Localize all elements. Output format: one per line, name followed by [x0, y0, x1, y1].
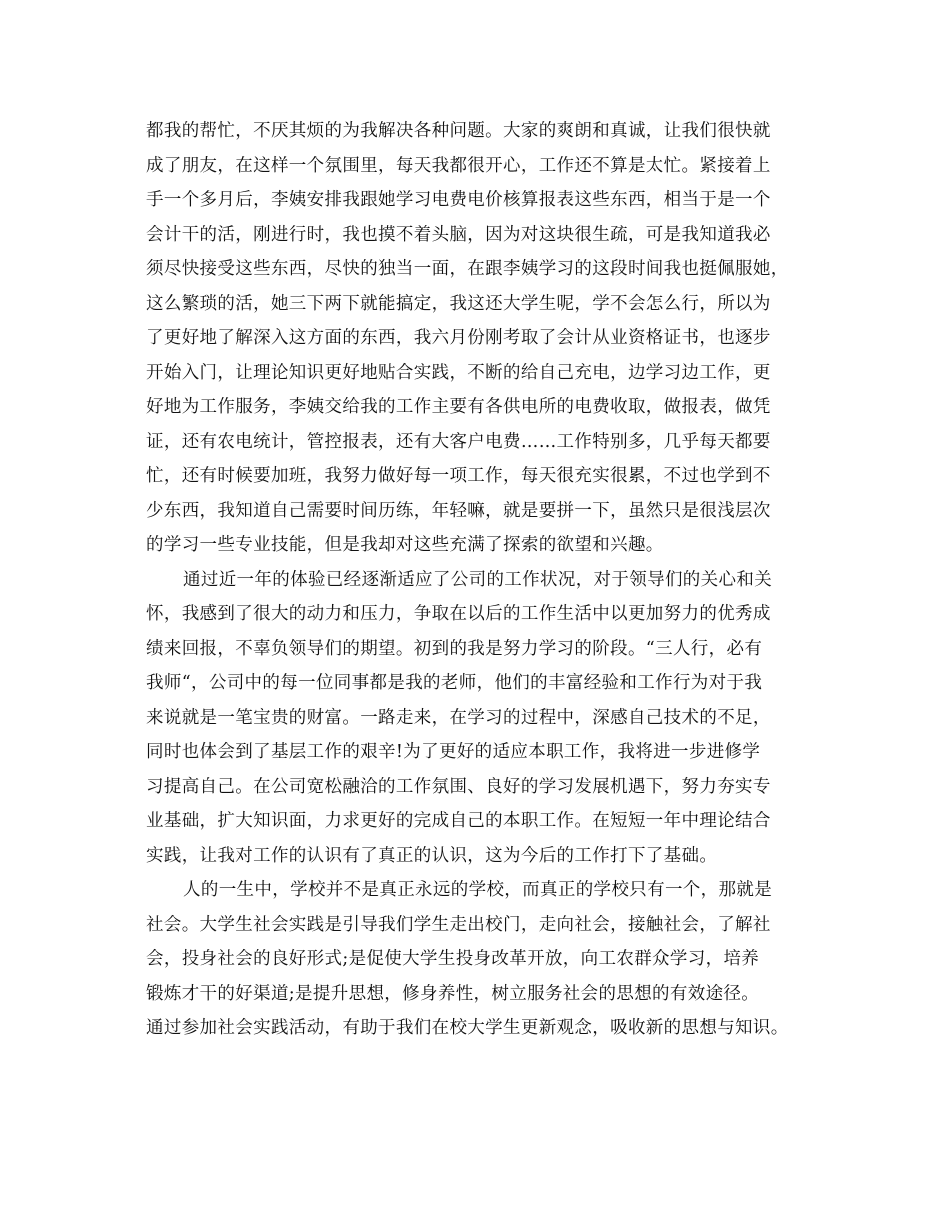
text-line: 证，还有农电统计，管控报表，还有大客户电费……工作特别多，几乎每天都要 — [146, 431, 771, 452]
text-line: 少东西，我知道自己需要时间历练，年轻嘛，就是要拼一下，虽然只是很浅层次 — [146, 500, 771, 521]
text-line: 锻炼才干的好渠道;是提升思想，修身养性，树立服务社会的思想的有效途径。 — [146, 983, 760, 1004]
text-line: 的学习一些专业技能，但是我却对这些充满了探索的欲望和兴趣。 — [146, 535, 664, 555]
text-line: 习提高自己。在公司宽松融洽的工作氛围、良好的学习发展机遇下，努力夯实专 — [146, 776, 771, 797]
text-line: 业基础，扩大知识面，力求更好的完成自己的本职工作。在短短一年中理论结合 — [146, 811, 771, 831]
text-line: 忙，还有时候要加班，我努力做好每一项工作，每天很充实很累，不过也学到不 — [146, 466, 771, 486]
paragraph-3 — [146, 873, 826, 1046]
paragraph-2 — [146, 563, 826, 874]
text-line: 了更好地了解深入这方面的东西，我六月份刚考取了会计从业资格证书，也逐步 — [146, 328, 771, 348]
text-line: 这么繁琐的活，她三下两下就能搞定，我这还大学生呢，学不会怎么行，所以为 — [146, 293, 771, 314]
text-line: 好地为工作服务，李姨交给我的工作主要有各供电所的电费收取，做报表，做凭 — [146, 397, 771, 417]
text-line: 开始入门，让理论知识更好地贴合实践，不断的给自己充电，边学习边工作，更 — [146, 362, 771, 383]
text-line: 都我的帮忙，不厌其烦的为我解决各种问题。大家的爽朗和真诚，让我们很快就 — [146, 121, 771, 141]
paragraph-1 — [146, 114, 826, 563]
text-line: 实践，让我对工作的认识有了真正的认识，这为今后的工作打下了基础。 — [146, 845, 718, 866]
text-line: 手一个多月后，李姨安排我跟她学习电费电价核算报表这些东西，相当于是一个 — [146, 190, 771, 210]
text-line: 成了朋友，在这样一个氛围里，每天我都很开心，工作还不算是太忙。紧接着上 — [146, 155, 771, 176]
text-line: 怀，我感到了很大的动力和压力，争取在以后的工作生活中以更加努力的优秀成 — [146, 604, 771, 624]
text-line-first: 通过近一年的体验已经逐渐适应了公司的工作状况，对于领导们的关心和关 — [183, 569, 773, 590]
text-line: 通过参加社会实践活动，有助于我们在校大学生更新观念，吸收新的思想与知识。 — [146, 1018, 789, 1038]
text-line: 会，投身社会的良好形式;是促使大学生投身改革开放，向工农群众学习，培养 — [146, 949, 760, 969]
text-line: 同时也体会到了基层工作的艰辛!为了更好的适应本职工作，我将进一步进修学 — [146, 742, 761, 762]
text-line-first: 人的一生中，学校并不是真正永远的学校，而真正的学校只有一个，那就是 — [183, 880, 773, 900]
text-line: 来说就是一笔宝贵的财富。一路走来，在学习的过程中，深感自己技术的不足， — [146, 707, 771, 728]
text-line: 我师“，公司中的每一位同事都是我的老师，他们的丰富经验和工作行为对于我 — [146, 673, 763, 693]
text-line: 须尽快接受这些东西，尽快的独当一面，在跟李姨学习的这段时间我也挺佩服她， — [146, 259, 789, 279]
text-line: 社会。大学生社会实践是引导我们学生走出校门，走向社会，接触社会，了解社 — [146, 914, 771, 935]
text-line: 会计干的活，刚进行时，我也摸不着头脑，因为对这块很生疏，可是我知道我必 — [146, 224, 771, 245]
text-line: 绩来回报，不辜负领导们的期望。初到的我是努力学习的阶段。“三人行，必有 — [146, 638, 763, 659]
document-body — [146, 114, 826, 1046]
